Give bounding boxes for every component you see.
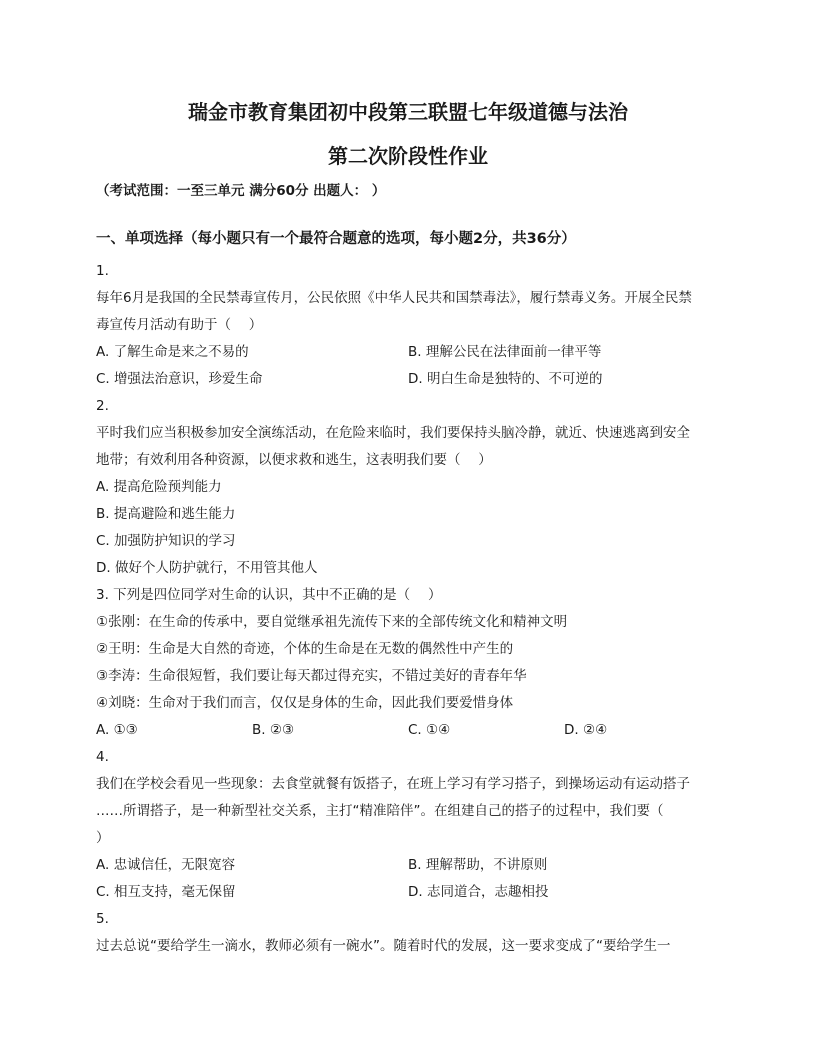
question-1 bbox=[96, 258, 720, 393]
document-title: 瑞金市教育集团初中段第三联盟七年级道德与法治 bbox=[188, 100, 628, 124]
option-a: A. ①③ bbox=[96, 722, 138, 738]
statement-4: ④刘晓：生命对于我们而言，仅仅是身体的生命，因此我们要爱惜身体 bbox=[96, 695, 514, 711]
option-d: D. 明白生命是独特的、不可逆的 bbox=[408, 371, 603, 387]
option-row bbox=[96, 717, 720, 744]
question-number: 1. bbox=[96, 263, 109, 279]
option-row bbox=[96, 366, 720, 393]
question-stem: ……所谓搭子，是一种新型社交关系，主打“精准陪伴”。在组建自己的搭子的过程中，我们要（ bbox=[96, 803, 664, 819]
statement-1: ①张刚：在生命的传承中，要自觉继承祖先流传下来的全部传统文化和精神文明 bbox=[96, 614, 568, 630]
option-d: D. 做好个人防护就行，不用管其他人 bbox=[96, 560, 318, 576]
exam-scope: （考试范围：一至三单元 满分60分 出题人： ） bbox=[96, 183, 386, 199]
option-a: A. 忠诚信任，无限宽容 bbox=[96, 857, 236, 873]
question-stem: 每年6月是我国的全民禁毒宣传月，公民依照《中华人民共和国禁毒法》，履行禁毒义务。开展全民禁 bbox=[96, 290, 692, 306]
option-d: D. 志同道合，志趣相投 bbox=[408, 884, 549, 900]
option-c: C. 相互支持，毫无保留 bbox=[96, 884, 236, 900]
question-4 bbox=[96, 744, 720, 906]
question-2 bbox=[96, 393, 720, 582]
option-a: A. 提高危险预判能力 bbox=[96, 479, 222, 495]
option-row bbox=[96, 339, 720, 366]
option-row bbox=[96, 852, 720, 879]
section-heading: 一、单项选择（每小题只有一个最符合题意的选项，每小题2分，共36分） bbox=[96, 231, 576, 247]
question-stem: 我们在学校会看见一些现象：去食堂就餐有饭搭子，在班上学习有学习搭子，到操场运动有运动搭子 bbox=[96, 776, 690, 792]
question-number: 2. bbox=[96, 398, 109, 414]
option-c: C. 增强法治意识，珍爱生命 bbox=[96, 371, 263, 387]
document-subtitle: 第二次阶段性作业 bbox=[328, 144, 488, 168]
question-stem: 毒宣传月活动有助于（ ） bbox=[96, 317, 263, 333]
question-stem: ） bbox=[96, 830, 110, 846]
option-a: A. 了解生命是来之不易的 bbox=[96, 344, 249, 360]
question-list bbox=[96, 258, 720, 960]
question-3 bbox=[96, 582, 720, 744]
option-row bbox=[96, 879, 720, 906]
option-b: B. 理解公民在法律面前一律平等 bbox=[408, 344, 602, 360]
option-c: C. 加强防护知识的学习 bbox=[96, 533, 236, 549]
question-number: 4. bbox=[96, 749, 109, 765]
option-b: B. ②③ bbox=[252, 722, 295, 738]
option-b: B. 理解帮助，不讲原则 bbox=[408, 857, 548, 873]
option-c: C. ①④ bbox=[408, 722, 451, 738]
statement-2: ②王明：生命是大自然的奇迹，个体的生命是在无数的偶然性中产生的 bbox=[96, 641, 514, 657]
question-5 bbox=[96, 906, 720, 960]
option-b: B. 提高避险和逃生能力 bbox=[96, 506, 236, 522]
question-stem: 过去总说“要给学生一滴水，教师必须有一碗水”。随着时代的发展，这一要求变成了“要给学生一 bbox=[96, 938, 671, 954]
statement-3: ③李涛：生命很短暂，我们要让每天都过得充实，不错过美好的青春年华 bbox=[96, 668, 527, 684]
option-d: D. ②④ bbox=[564, 722, 608, 738]
question-stem: 3. 下列是四位同学对生命的认识，其中不正确的是（ ） bbox=[96, 587, 442, 603]
question-stem: 平时我们应当积极参加安全演练活动，在危险来临时，我们要保持头脑冷静，就近、快速逃离到安全 bbox=[96, 425, 690, 441]
question-number: 5. bbox=[96, 911, 109, 927]
question-stem: 地带；有效利用各种资源，以便求救和逃生，这表明我们要（ ） bbox=[96, 452, 492, 468]
